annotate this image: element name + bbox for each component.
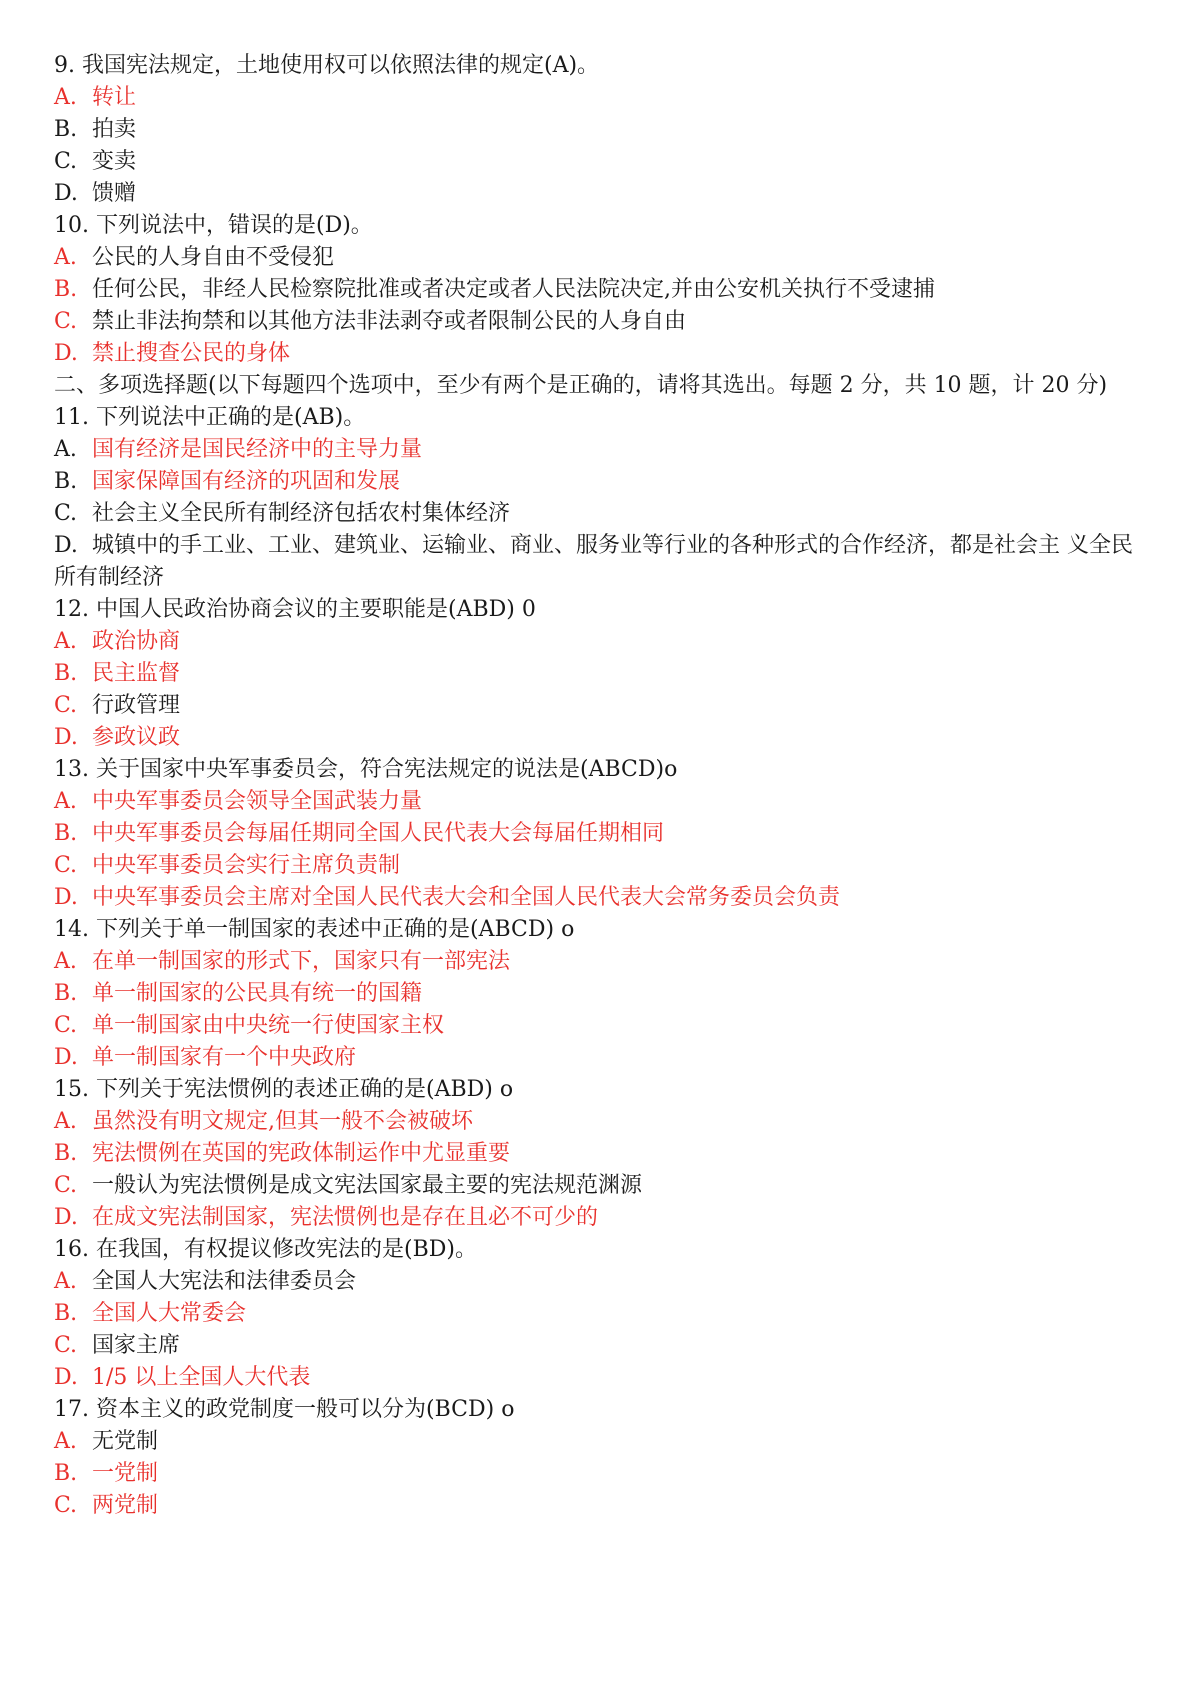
question-line — [54, 914, 1144, 946]
question-line — [54, 594, 1144, 626]
option-letter: A. — [54, 789, 77, 814]
question-line — [54, 402, 1144, 434]
option-text: 在成文宪法制国家，宪法惯例也是存在且必不可少的 — [92, 1205, 599, 1230]
option-text: 国家保障国有经济的巩固和发展 — [92, 469, 401, 494]
option-text: 社会主义全民所有制经济包括农村集体经济 — [92, 501, 511, 526]
option-letter: D. — [54, 533, 78, 558]
option-line — [54, 82, 1144, 114]
option-letter: D. — [54, 341, 78, 366]
option-text: 单一制国家由中央统一行使国家主权 — [92, 1013, 445, 1038]
option-text: 一般认为宪法惯例是成文宪法国家最主要的宪法规范渊源 — [92, 1173, 643, 1198]
option-line — [54, 850, 1144, 882]
question-line — [54, 754, 1144, 786]
option-line — [54, 1202, 1144, 1234]
option-text: 国有经济是国民经济中的主导力量 — [92, 437, 423, 462]
option-letter: A. — [54, 245, 77, 270]
question-list — [54, 50, 1144, 1522]
option-text: 两党制 — [92, 1493, 159, 1518]
option-letter: B. — [54, 277, 78, 302]
option-line — [54, 242, 1144, 274]
option-line — [54, 338, 1144, 370]
option-line — [54, 690, 1144, 722]
question-text: 15. 下列关于宪法惯例的表述正确的是(ABD) o — [54, 1077, 514, 1102]
option-line — [54, 1330, 1144, 1362]
option-letter: C. — [54, 853, 78, 878]
option-line — [54, 1138, 1144, 1170]
option-letter: D. — [54, 181, 78, 206]
question-line — [54, 50, 1144, 82]
option-text: 单一制国家有一个中央政府 — [92, 1045, 357, 1070]
option-letter: A. — [54, 85, 77, 110]
question-text: 10. 下列说法中，错误的是(D)。 — [54, 213, 373, 238]
option-letter: C. — [54, 309, 78, 334]
option-letter: B. — [54, 661, 78, 686]
option-line — [54, 946, 1144, 978]
option-text: 禁止非法拘禁和以其他方法非法剥夺或者限制公民的人身自由 — [92, 309, 687, 334]
option-letter: D. — [54, 1045, 78, 1070]
option-letter: B. — [54, 469, 78, 494]
option-letter: B. — [54, 821, 78, 846]
option-text: 无党制 — [92, 1429, 159, 1454]
option-letter: D. — [54, 1205, 78, 1230]
option-text: 政治协商 — [92, 629, 181, 654]
option-letter: A. — [54, 1109, 77, 1134]
option-line — [54, 498, 1144, 530]
question-line — [54, 1394, 1144, 1426]
option-letter: C. — [54, 1013, 78, 1038]
option-line — [54, 1490, 1144, 1522]
option-letter: D. — [54, 885, 78, 910]
question-text: 14. 下列关于单一制国家的表述中正确的是(ABCD) o — [54, 917, 575, 942]
option-line — [54, 146, 1144, 178]
option-letter: C. — [54, 1333, 78, 1358]
option-text: 民主监督 — [92, 661, 181, 686]
option-line — [54, 114, 1144, 146]
option-text: 全国人大宪法和法律委员会 — [92, 1269, 357, 1294]
option-line — [54, 1170, 1144, 1202]
option-letter: A. — [54, 629, 77, 654]
option-line — [54, 1010, 1144, 1042]
option-line — [54, 1426, 1144, 1458]
option-letter: C. — [54, 149, 78, 174]
option-letter: D. — [54, 725, 78, 750]
option-line — [54, 786, 1144, 818]
question-line — [54, 1234, 1144, 1266]
option-letter: A. — [54, 949, 77, 974]
option-line — [54, 1298, 1144, 1330]
question-line — [54, 1074, 1144, 1106]
option-text: 公民的人身自由不受侵犯 — [92, 245, 335, 270]
option-line — [54, 178, 1144, 210]
option-text: 转让 — [92, 85, 137, 110]
option-line — [54, 434, 1144, 466]
option-line — [54, 1042, 1144, 1074]
option-line — [54, 1106, 1144, 1138]
option-line — [54, 1458, 1144, 1490]
option-text: 1/5 以上全国人大代表 — [92, 1365, 311, 1390]
option-text: 中央军事委员会每届任期同全国人民代表大会每届任期相同 — [92, 821, 665, 846]
option-text: 任何公民，非经人民检察院批准或者决定或者人民法院决定,并由公安机关执行不受逮捕 — [92, 277, 935, 302]
option-text: 馈赠 — [92, 181, 137, 206]
question-line — [54, 370, 1144, 402]
option-text: 中央军事委员会主席对全国人民代表大会和全国人民代表大会常务委员会负责 — [92, 885, 841, 910]
option-text: 禁止搜查公民的身体 — [92, 341, 291, 366]
option-line — [54, 882, 1144, 914]
option-text: 参政议政 — [92, 725, 181, 750]
option-letter: C. — [54, 501, 78, 526]
option-letter: D. — [54, 1365, 78, 1390]
question-line — [54, 210, 1144, 242]
option-letter: B. — [54, 981, 78, 1006]
option-line — [54, 658, 1144, 690]
option-line — [54, 530, 1144, 594]
option-text: 城镇中的手工业、工业、建筑业、运输业、商业、服务业等行业的各种形式的合作经济，都是社会主 义全民所有制经济 — [54, 533, 1133, 590]
option-text: 在单一制国家的形式下，国家只有一部宪法 — [92, 949, 511, 974]
option-line — [54, 306, 1144, 338]
option-letter: A. — [54, 1429, 77, 1454]
option-letter: C. — [54, 693, 78, 718]
question-text: 17. 资本主义的政党制度一般可以分为(BCD) o — [54, 1397, 515, 1422]
option-text: 变卖 — [92, 149, 137, 174]
question-text: 11. 下列说法中正确的是(AB)。 — [54, 405, 366, 430]
option-text: 中央军事委员会领导全国武装力量 — [92, 789, 423, 814]
option-text: 宪法惯例在英国的宪政体制运作中尤显重要 — [92, 1141, 511, 1166]
option-line — [54, 722, 1144, 754]
option-letter: B. — [54, 117, 78, 142]
question-text: 12. 中国人民政治协商会议的主要职能是(ABD) 0 — [54, 597, 536, 622]
option-text: 拍卖 — [92, 117, 137, 142]
option-text: 行政管理 — [92, 693, 181, 718]
option-text: 单一制国家的公民具有统一的国籍 — [92, 981, 423, 1006]
option-letter: B. — [54, 1301, 78, 1326]
option-line — [54, 626, 1144, 658]
option-text: 国家主席 — [92, 1333, 181, 1358]
option-letter: C. — [54, 1493, 78, 1518]
option-text: 一党制 — [92, 1461, 159, 1486]
option-letter: B. — [54, 1141, 78, 1166]
question-text: 13. 关于国家中央军事委员会，符合宪法规定的说法是(ABCD)o — [54, 757, 678, 782]
option-line — [54, 978, 1144, 1010]
option-letter: A. — [54, 437, 77, 462]
question-text: 16. 在我国，有权提议修改宪法的是(BD)。 — [54, 1237, 477, 1262]
option-text: 中央军事委员会实行主席负责制 — [92, 853, 401, 878]
option-letter: B. — [54, 1461, 78, 1486]
option-line — [54, 1362, 1144, 1394]
option-letter: C. — [54, 1173, 78, 1198]
option-line — [54, 274, 1144, 306]
option-text: 虽然没有明文规定,但其一般不会被破坏 — [92, 1109, 473, 1134]
question-text: 9. 我国宪法规定，土地使用权可以依照法律的规定(A)。 — [54, 53, 600, 78]
option-text: 全国人大常委会 — [92, 1301, 247, 1326]
option-line — [54, 466, 1144, 498]
option-letter: A. — [54, 1269, 77, 1294]
option-line — [54, 1266, 1144, 1298]
option-line — [54, 818, 1144, 850]
question-text: 二、多项选择题(以下每题四个选项中，至少有两个是正确的，请将其选出。每题 2 分，共 10 题，计 20 分) — [54, 373, 1108, 398]
